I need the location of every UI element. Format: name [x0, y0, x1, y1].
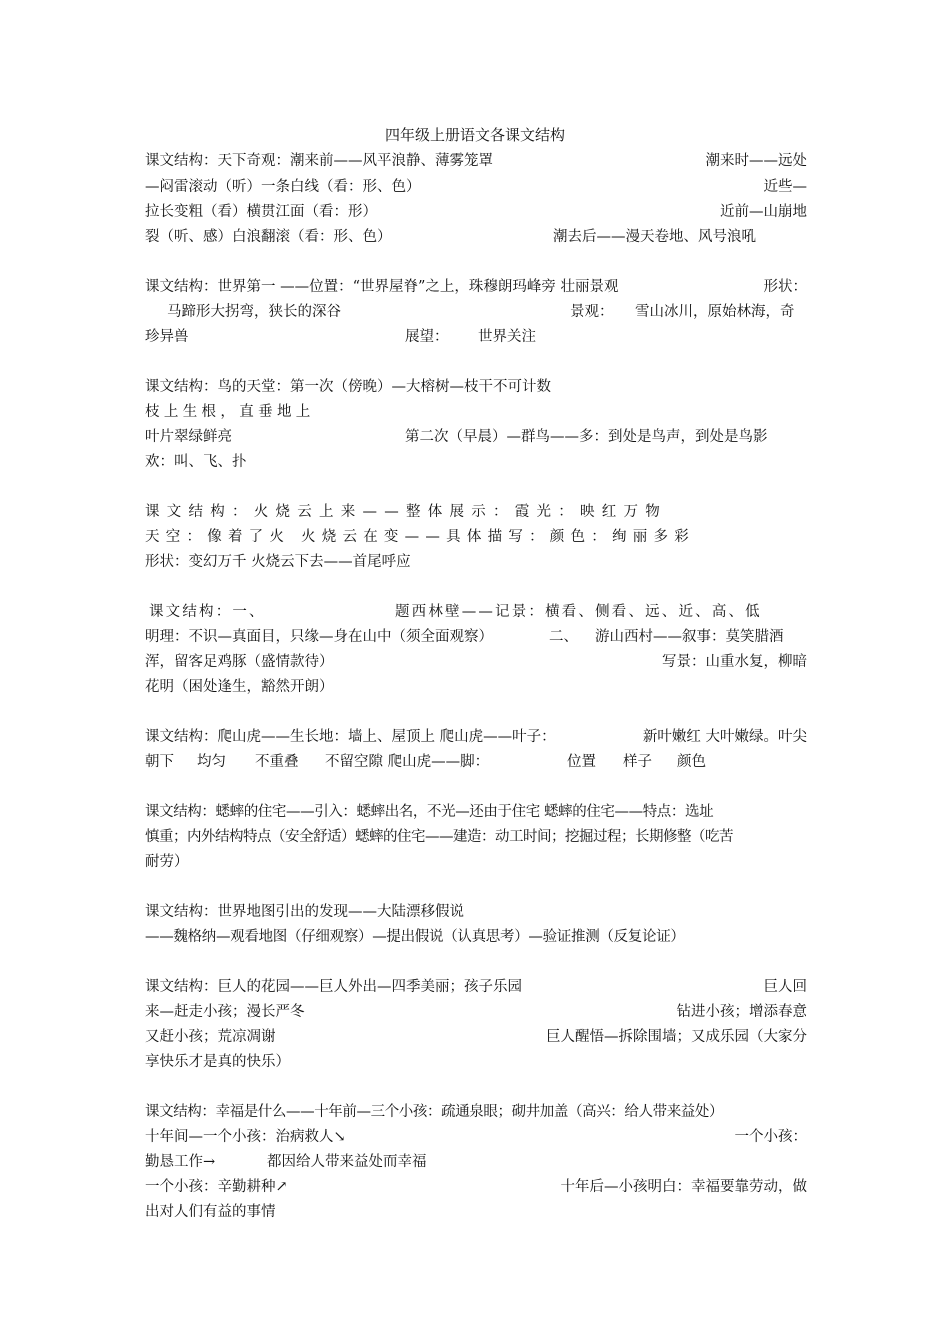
s1-line-3 [145, 199, 807, 225]
s2-line-1 [145, 274, 807, 300]
s9-l2a: 来—赶走小孩；漫长严冬 [145, 1004, 305, 1020]
s8-l1: 课文结构：世界地图引出的发现——大陆漂移假说 [145, 904, 464, 920]
s6-l2d: 不留空隙 爬山虎——脚： [325, 754, 490, 770]
s9-l1a: 课文结构：巨人的花园——巨人外出—四季美丽；孩子乐园 [145, 979, 522, 995]
s10-l4a: 一个小孩：辛勤耕种↗ [145, 1179, 288, 1195]
s10-l2a: 十年间—一个小孩：治病救人↘ [145, 1129, 346, 1145]
s3-line-3 [145, 424, 807, 450]
s5-l3b: 写景：山重水复，柳暗 [662, 654, 807, 670]
s6-l2a: 朝下 [145, 754, 174, 770]
s3-line-1 [145, 374, 807, 400]
s8-line-1 [145, 899, 807, 925]
s7-l2: 慎重；内外结构特点（安全舒适）蟋蟀的住宅——建造：动工时间；挖掘过程；长期修整（吃苦 [145, 829, 733, 845]
s3-l2: 枝上生根，直垂地上 [145, 404, 315, 420]
s6-l2b: 均匀 [197, 754, 226, 770]
s7-line-2 [145, 824, 807, 850]
s1-line-1 [145, 148, 807, 174]
s7-l3: 耐劳） [145, 854, 189, 870]
s4-line-3 [145, 549, 807, 575]
s2-l3c: 世界关注 [478, 329, 536, 345]
s8-line-2 [145, 924, 807, 950]
s6-line-2 [145, 749, 807, 775]
s9-l4: 享快乐才是真的快乐） [145, 1054, 290, 1070]
s5-l1a: 课文结构：一、 [149, 604, 266, 620]
s2-l2a: 马蹄形大拐弯，狭长的深谷 [167, 304, 341, 320]
s4-line-2 [145, 524, 807, 550]
s10-line-3 [145, 1149, 807, 1175]
s10-l3a: 勤恳工作→ [145, 1154, 216, 1170]
s5-l3a: 浑，留客足鸡豚（盛情款待） [145, 654, 334, 670]
s1-line-4 [145, 224, 807, 250]
s4-line-1 [145, 499, 807, 525]
s10-l4b: 十年后—小孩明白：幸福要靠劳动，做 [560, 1179, 807, 1195]
s2-l1a: 课文结构：世界第一 ——位置：“世界屋脊”之上，珠穆朗玛峰旁 壮丽景观 [145, 279, 619, 295]
s9-line-1 [145, 974, 807, 1000]
s3-l3a: 叶片翠绿鲜亮 [145, 429, 232, 445]
s2-l2c: 雪山冰川，原始林海，奇 [635, 304, 795, 320]
s5-line-4 [145, 674, 807, 700]
s10-l3b: 都因给人带来益处而幸福 [267, 1154, 427, 1170]
s4-l3: 形状：变幻万千 火烧云下去——首尾呼应 [145, 554, 411, 570]
s6-l2e: 位置 [567, 754, 596, 770]
s1-l3a: 拉长变粗（看）横贯江面（看：形） [145, 204, 377, 220]
s10-l1: 课文结构：幸福是什么——十年前—三个小孩：疏通泉眼；砌井加盖（高兴：给人带来益处） [145, 1104, 724, 1120]
s10-line-2 [145, 1124, 807, 1150]
s6-l2c: 不重叠 [255, 754, 299, 770]
s3-l1: 课文结构：鸟的天堂：第一次（傍晚）—大榕树—枝干不可计数 [145, 379, 551, 395]
s6-l2g: 颜色 [677, 754, 706, 770]
s9-l2b: 钻进小孩；增添春意 [676, 1004, 807, 1020]
s10-l2b: 一个小孩： [734, 1129, 807, 1145]
s2-l2b: 景观： [570, 304, 614, 320]
s10-line-5 [145, 1199, 807, 1225]
s5-l1b: 题西林壁——记景：横看、侧看、远、近、高、低 [395, 604, 762, 620]
s3-line-2 [145, 399, 807, 425]
s6-l1b: 新叶嫩红 大叶嫩绿。叶尖 [642, 729, 807, 745]
s9-l1b: 巨人回 [763, 979, 807, 995]
s5-l4: 花明（困处逢生，豁然开朗） [145, 679, 334, 695]
s4-l1: 课文结构：火烧云上来——整体展示：霞光：映红万物 [145, 504, 667, 520]
s5-line-1 [145, 599, 807, 625]
s9-l3a: 又赶小孩；荒凉凋谢 [145, 1029, 276, 1045]
s7-line-1 [145, 799, 807, 825]
s10-line-1 [145, 1099, 807, 1125]
s10-line-4 [145, 1174, 807, 1200]
s6-l2f: 样子 [623, 754, 652, 770]
s4-l2: 天空：像着了火 火烧云在变——具体描写：颜色：绚丽多彩 [145, 529, 695, 545]
s7-l1: 课文结构：蟋蟀的住宅——引入：蟋蟀出名，不光—还由于住宅 蟋蟀的住宅——特点：选址 [145, 804, 714, 820]
s1-l1a: 课文结构：天下奇观：潮来前——风平浪静、薄雾笼罩 [145, 153, 493, 169]
s2-l3a: 珍异兽 [145, 329, 189, 345]
s3-l3b: 第二次（早晨）—群鸟——多：到处是鸟声，到处是鸟影 [405, 429, 768, 445]
s9-line-3 [145, 1024, 807, 1050]
s9-l3b: 巨人醒悟—拆除围墙；又成乐园（大家分 [546, 1029, 807, 1045]
s1-l4b: 潮去后——漫天卷地、风号浪吼 [553, 229, 756, 245]
s1-l1b: 潮来时——远处 [705, 153, 807, 169]
s1-l2b: 近些— [763, 179, 807, 195]
s6-line-1 [145, 724, 807, 750]
s1-l3b: 近前—山崩地 [720, 204, 807, 220]
s1-l4a: 裂（听、感）白浪翻滚（看：形、色） [145, 229, 392, 245]
s9-line-2 [145, 999, 807, 1025]
s8-l2: ——魏格纳—观看地图（仔细观察）—提出假说（认真思考）—验证推测（反复论证） [145, 929, 685, 945]
s1-line-2 [145, 174, 807, 200]
s3-l4: 欢：叫、飞、扑 [145, 454, 247, 470]
s5-l2c: 游山西村——叙事：莫笑腊酒 [595, 629, 784, 645]
s7-line-3 [145, 849, 807, 875]
s2-l1b: 形状： [763, 279, 807, 295]
s2-l3b: 展望： [405, 329, 449, 345]
s9-line-4 [145, 1049, 807, 1075]
s5-l2b: 二、 [549, 629, 578, 645]
s10-l5: 出对人们有益的事情 [145, 1204, 276, 1220]
s5-line-2 [145, 624, 807, 650]
document-title: 四年级上册语文各课文结构 [384, 126, 565, 144]
s2-line-2 [145, 299, 807, 325]
s3-line-4 [145, 449, 807, 475]
s2-line-3 [145, 324, 807, 350]
s6-l1a: 课文结构：爬山虎——生长地：墙上、屋顶上 爬山虎——叶子： [145, 729, 556, 745]
s5-line-3 [145, 649, 807, 675]
s1-l2a: —闷雷滚动（听）一条白线（看：形、色） [145, 179, 421, 195]
s5-l2a: 明理：不识—真面目，只缘—身在山中（须全面观察） [145, 629, 493, 645]
